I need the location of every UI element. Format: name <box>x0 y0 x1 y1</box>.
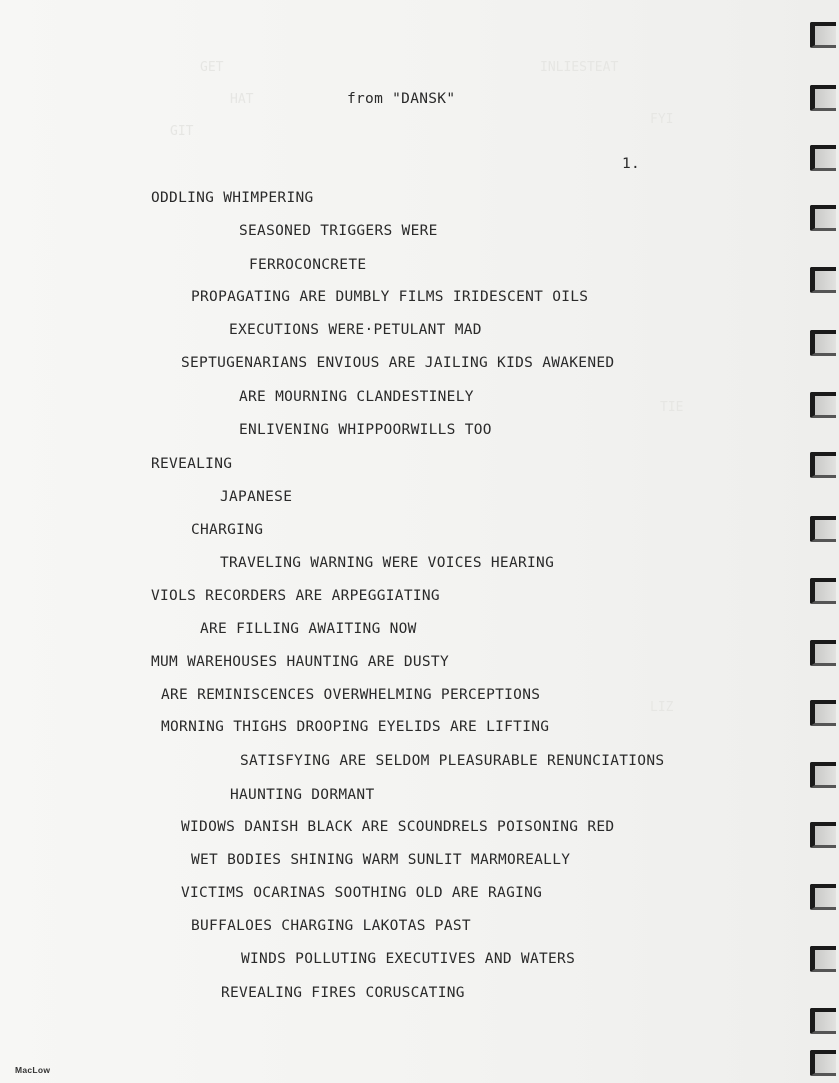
poem-line: WET BODIES SHINING WARM SUNLIT MARMOREALLY <box>191 852 571 868</box>
binding-ring <box>810 330 836 356</box>
binding-ring <box>810 884 836 910</box>
spiral-binding <box>810 0 839 1083</box>
show-through-text: TIE <box>660 400 684 415</box>
poem-line: CHARGING <box>191 522 264 538</box>
binding-ring <box>810 392 836 418</box>
binding-ring <box>810 700 836 726</box>
binding-ring <box>810 946 836 972</box>
poem-line: ARE FILLING AWAITING NOW <box>200 621 417 637</box>
poem-line: VIOLS RECORDERS ARE ARPEGGIATING <box>151 588 440 604</box>
show-through-text: FYI <box>650 112 674 127</box>
poem-line: MUM WAREHOUSES HAUNTING ARE DUSTY <box>151 654 449 670</box>
page-number: 1. <box>622 156 641 172</box>
binding-ring <box>810 516 836 542</box>
poem-line: ARE MOURNING CLANDESTINELY <box>239 389 474 405</box>
poem-line: JAPANESE <box>220 489 293 505</box>
poem-line: REVEALING FIRES CORUSCATING <box>221 985 465 1001</box>
poem-line: MORNING THIGHS DROOPING EYELIDS ARE LIFTING <box>161 719 550 735</box>
binding-ring <box>810 267 836 293</box>
binding-ring <box>810 452 836 478</box>
binding-ring <box>810 640 836 666</box>
show-through-text: INLIESTEAT <box>540 60 619 75</box>
poem-line: SEPTUGENARIANS ENVIOUS ARE JAILING KIDS AWAKENED <box>181 355 615 371</box>
poem-line: HAUNTING DORMANT <box>230 787 375 803</box>
poem-line: SEASONED TRIGGERS WERE <box>239 223 438 239</box>
poem-line: PROPAGATING ARE DUMBLY FILMS IRIDESCENT OILS <box>191 289 589 305</box>
show-through-text: LIZ <box>650 700 674 715</box>
poem-line: SATISFYING ARE SELDOM PLEASURABLE RENUNCIATIONS <box>240 753 665 769</box>
binding-ring <box>810 205 836 231</box>
binding-ring <box>810 1008 836 1034</box>
poem-line: ENLIVENING WHIPPOORWILLS TOO <box>239 422 492 438</box>
binding-ring <box>810 85 836 111</box>
poem-line: BUFFALOES CHARGING LAKOTAS PAST <box>191 918 471 934</box>
show-through-text: GET <box>200 60 224 75</box>
poem-line: WINDS POLLUTING EXECUTIVES AND WATERS <box>241 951 576 967</box>
show-through-text: GIT <box>170 124 194 139</box>
binding-ring <box>810 762 836 788</box>
poem-line: WIDOWS DANISH BLACK ARE SCOUNDRELS POISONING RED <box>181 819 615 835</box>
poem-line: REVEALING <box>151 456 233 472</box>
poem-line: EXECUTIONS WERE·PETULANT MAD <box>229 322 482 338</box>
show-through-text: HAT <box>230 92 254 107</box>
binding-ring <box>810 822 836 848</box>
poem-line: ARE REMINISCENCES OVERWHELMING PERCEPTIONS <box>161 687 541 703</box>
binding-ring <box>810 145 836 171</box>
binding-ring <box>810 1050 836 1076</box>
page-title: from "DANSK" <box>347 91 456 107</box>
footer-author: MacLow <box>15 1065 51 1075</box>
poem-line: FERROCONCRETE <box>249 257 367 273</box>
poem-line: VICTIMS OCARINAS SOOTHING OLD ARE RAGING <box>181 885 543 901</box>
binding-ring <box>810 22 836 48</box>
poem-line: TRAVELING WARNING WERE VOICES HEARING <box>220 555 555 571</box>
binding-ring <box>810 578 836 604</box>
poem-line: ODDLING WHIMPERING <box>151 190 314 206</box>
